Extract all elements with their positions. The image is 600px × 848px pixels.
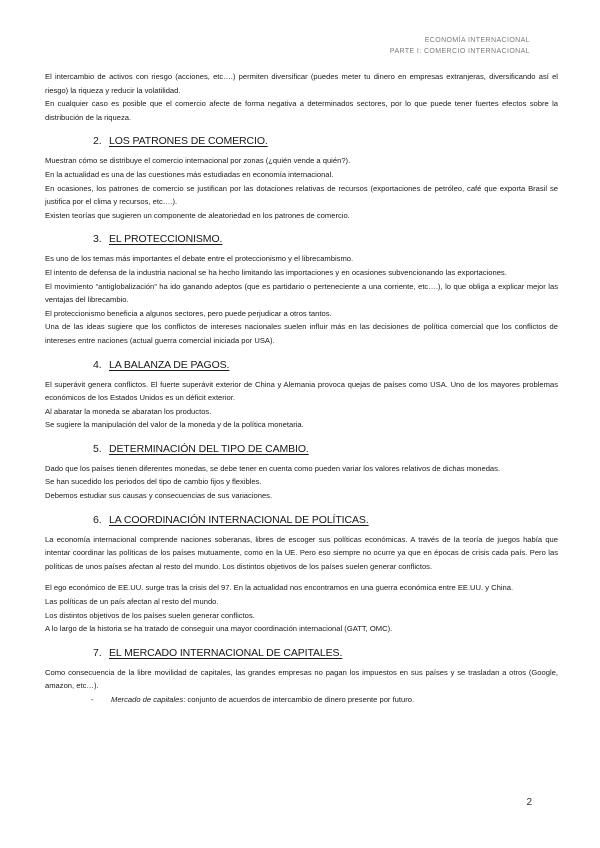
section-title: LA BALANZA DE PAGOS.	[109, 358, 230, 371]
section-paragraph: Al abaratar la moneda se abaratan los productos.	[45, 406, 212, 416]
section-paragraph: En la actualidad es una de las cuestiones más estudiadas en economía internacional.	[45, 169, 334, 179]
section-title: LA COORDINACIÓN INTERNACIONAL DE POLÍTICAS.	[109, 513, 369, 526]
section-paragraph: En ocasiones, los patrones de comercio se justifican por las dotaciones relativas de recursos (exportaciones de petróleo, café que exporta Brasil se justifica por el clima y recursos, etc….).	[45, 183, 558, 207]
section-heading	[93, 232, 558, 246]
header-part: PARTE I: COMERCIO INTERNACIONAL	[389, 47, 530, 55]
section-paragraph: El ego económico de EE.UU. surge tras la crisis del 97. En la actualidad nos encontramos en una guerra económica entre EE.UU. y China.	[45, 583, 514, 593]
page-number: 2	[526, 797, 532, 808]
section-paragraph: Una de las ideas sugiere que los conflictos de intereses nacionales suelen influir más en las decisiones de política comercial que los conflictos de intereses entre naciones (actual guerra comercial iniciada por USA).	[45, 322, 558, 345]
section-paragraph: El superávit genera conflictos. El fuerte superávit exterior de China y Alemania provoca quejas de países como USA. Uno de los mayores problemas económicos de los Estados Unidos es un déficit exterior.	[45, 379, 558, 403]
document-body	[45, 70, 558, 707]
section-paragraph: Los distintos objetivos de los países suelen generar conflictos.	[45, 610, 255, 620]
section-mercado-capitales	[45, 646, 558, 707]
section-proteccionismo	[45, 232, 558, 347]
section-heading	[93, 646, 558, 660]
section-number: 2.	[93, 135, 102, 148]
section-paragraph: El proteccionismo beneficia a algunos sectores, pero puede perjudicar a otros tantos.	[45, 308, 332, 318]
section-heading	[93, 134, 558, 148]
section-paragraph: Existen teorías que sugieren un componente de aleatoriedad en los patrones de comercio.	[45, 210, 350, 220]
section-heading	[93, 513, 558, 527]
section-paragraph: El movimiento “antiglobalización” ha ido ganando adeptos (que es partidario o perteneciente a una corriente, etc….), lo que obliga a explicar mejor las ventajas del librecambio.	[45, 281, 558, 305]
section-paragraph: Como consecuencia de la libre movilidad de capitales, las grandes empresas no pagan los impuestos en sus países y se trasladan a otros (Google, amazon, etc…).	[45, 667, 558, 691]
section-paragraph: Las políticas de un país afectan al resto del mundo.	[45, 597, 219, 607]
section-paragraph: El intento de defensa de la industria nacional se ha hecho limitando las importaciones y en ocasiones subvencionando las exportaciones.	[45, 267, 507, 277]
section-paragraph: Debemos estudiar sus causas y consecuencias de sus variaciones.	[45, 491, 273, 501]
section-title: LOS PATRONES DE COMERCIO.	[109, 135, 268, 148]
section-title: EL PROTECCIONISMO.	[109, 233, 223, 246]
intro-paragraph: El intercambio de activos con riesgo (acciones, etc….) permiten diversificar (puedes meter tu dinero en empresas extranjeras, diversificando así el riesgo) la riqueza y reducir la volatilidad.	[45, 72, 558, 95]
paragraph-spacer	[45, 573, 558, 581]
section-paragraph: Se sugiere la manipulación del valor de la moneda y de la política monetaria.	[45, 420, 304, 430]
section-tipo-cambio	[45, 442, 558, 503]
intro-block	[45, 70, 558, 124]
section-number: 5.	[93, 442, 102, 455]
bullet-text: : conjunto de acuerdos de intercambio de dinero presente por futuro.	[183, 695, 415, 704]
header-subject: ECONOMÍA INTERNACIONAL	[424, 37, 530, 44]
section-paragraph: Se han sucedido los periodos del tipo de cambio fijos y flexibles.	[45, 477, 262, 487]
section-paragraph: Muestran cómo se distribuye el comercio internacional por zonas (¿quién vende a quién?).	[45, 156, 351, 166]
section-number: 3.	[93, 233, 102, 246]
section-balanza	[45, 358, 558, 432]
intro-paragraph: En cualquier caso es posible que el comercio afecte de forma negativa a determinados sectores, por lo que puede tener fuertes efectos sobre la distribución de la riqueza.	[45, 99, 558, 122]
bullet-item	[91, 693, 558, 707]
bullet-term: Mercado de capitales	[111, 695, 184, 704]
running-header	[45, 36, 530, 57]
section-number: 4.	[93, 358, 102, 371]
section-paragraph: Dado que los países tienen diferentes monedas, se debe tener en cuenta como pueden variar los valores relativos de dichas monedas.	[45, 463, 501, 473]
section-coordinacion	[45, 513, 558, 636]
section-paragraph: A lo largo de la historia se ha tratado de conseguir una mayor coordinación internacional (GATT, OMC).	[45, 624, 393, 634]
section-heading	[93, 442, 558, 456]
section-title: EL MERCADO INTERNACIONAL DE CAPITALES.	[109, 646, 343, 659]
section-number: 6.	[93, 513, 102, 526]
section-title: DETERMINACIÓN DEL TIPO DE CAMBIO.	[109, 442, 309, 455]
section-heading	[93, 358, 558, 372]
section-number: 7.	[93, 646, 102, 659]
section-paragraph: La economía internacional comprende naciones soberanas, libres de escoger sus políticas económicas. A través de la teoría de juegos había que intentar coordinar las políticas de los países mutuamente, como en la UE. Pero eso siempre no ocurre ya que en épocas de crisis cada país. Pero las políticas de unos países afectan al resto del mundo. Los distintos objetivos de los países suelen generar conflictos.	[45, 534, 558, 571]
bullet-dash: -	[91, 695, 94, 704]
section-patrones	[45, 134, 558, 222]
section-paragraph: Es uno de los temas más importantes el debate entre el proteccionismo y el librecambismo.	[45, 254, 354, 264]
